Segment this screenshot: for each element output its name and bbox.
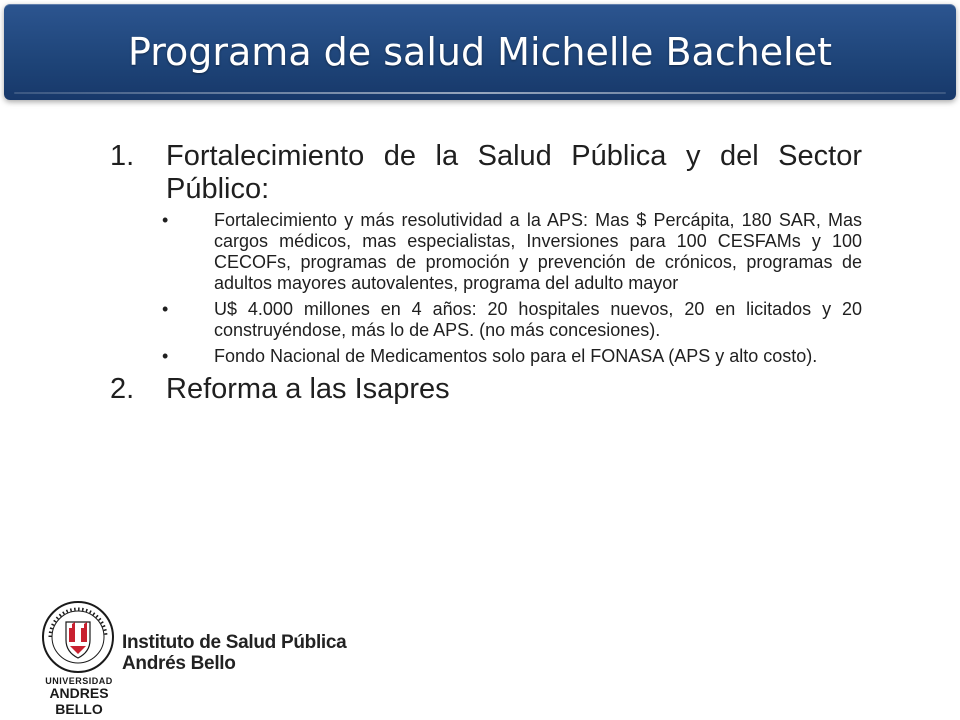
bullet-icon: • — [162, 299, 169, 319]
sub-bullet-item — [110, 299, 862, 341]
sub-bullet-item — [110, 210, 862, 294]
university-seal-icon — [36, 600, 120, 674]
list-number: 1. — [110, 140, 135, 172]
list-number: 2. — [110, 373, 135, 405]
sub-bullet-text: U$ 4.000 millones en 4 años: 20 hospitales nuevos, 20 en licitados y 20 construyéndose, más lo de APS. (no más concesiones). — [214, 299, 862, 340]
list-item-1 — [110, 140, 862, 206]
university-logo — [24, 600, 354, 717]
institute-name — [122, 632, 346, 674]
list-item-2 — [110, 373, 862, 406]
sub-bullet-text: Fortalecimiento y más resolutividad a la APS: Mas $ Percápita, 180 SAR, Mas cargos médicos, mas especialistas, Inversiones para 100 CESFAMs y 100 CECOFs, programas de promoción y prevención de crónicos, programas de adultos mayores autovalentes, programa del adulto mayor — [214, 210, 862, 293]
bullet-icon: • — [162, 346, 169, 366]
slide-content — [110, 140, 862, 406]
institute-name-line2: Andrés Bello — [122, 653, 236, 674]
university-name-line2: ANDRES BELLO — [49, 685, 109, 717]
sub-bullet-text: Fondo Nacional de Medicamentos solo para el FONASA (APS y alto costo). — [214, 346, 818, 366]
institute-name-line1: Instituto de Salud Pública — [122, 632, 347, 653]
title-banner — [4, 4, 956, 100]
list-item-text: Reforma a las Isapres — [166, 373, 450, 405]
list-item-text: Fortalecimiento de la Salud Pública y del Sector Público: — [166, 140, 862, 205]
slide-title: Programa de salud Michelle Bachelet — [127, 30, 833, 74]
university-name-line1: UNIVERSIDAD — [45, 676, 113, 686]
bullet-icon: • — [162, 210, 169, 230]
sub-bullet-item — [110, 346, 862, 367]
sub-bullet-list — [110, 210, 862, 367]
